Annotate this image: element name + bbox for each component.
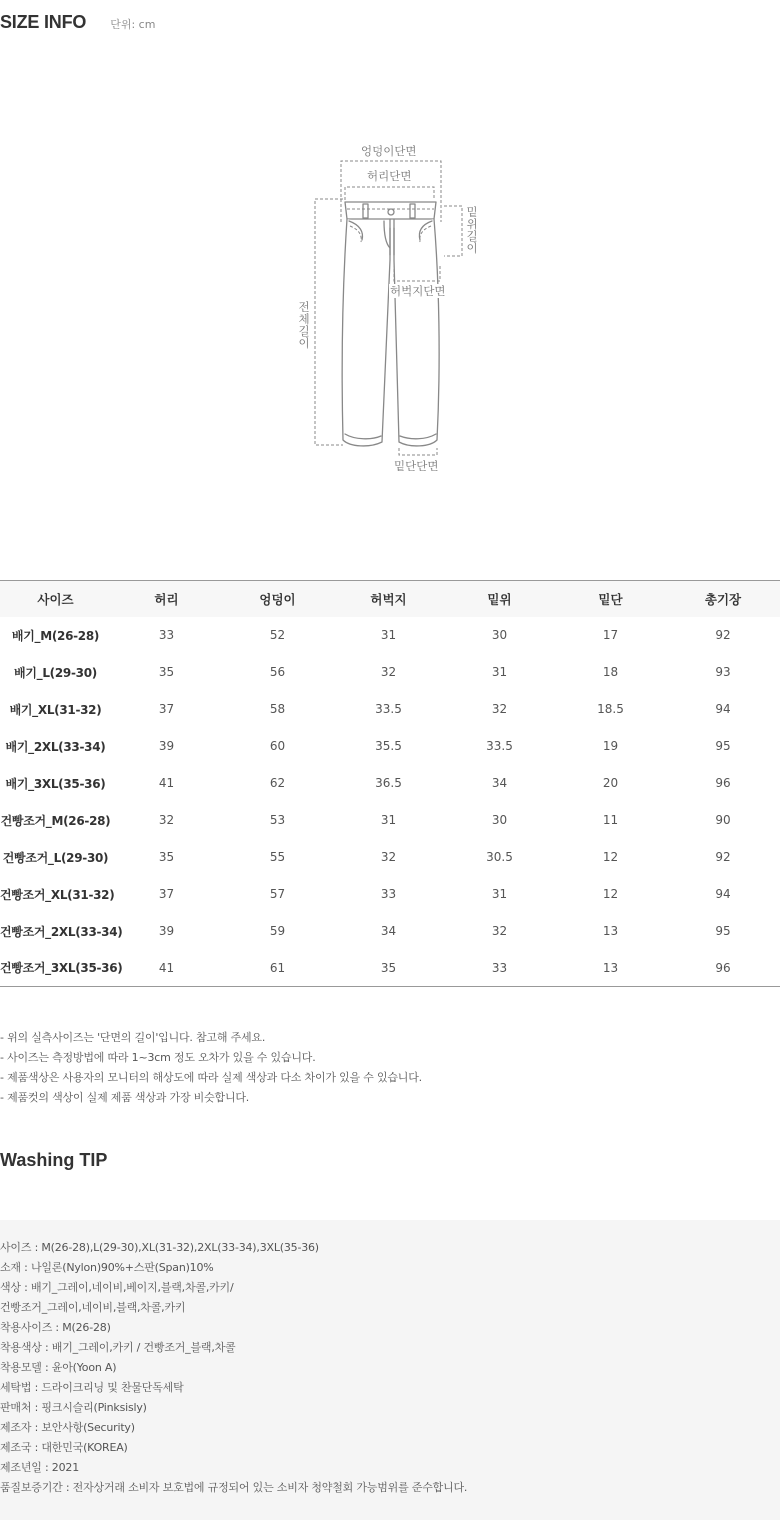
total-length-label: 전체길이 [298, 300, 310, 350]
table-cell: 35.5 [375, 739, 402, 753]
table-cell: 33.5 [486, 739, 513, 753]
table-cell: 56 [269, 665, 286, 679]
header-size: 사이즈 [0, 581, 111, 617]
size-table [0, 580, 780, 987]
washing-tip-title: Washing TIP [0, 1150, 108, 1170]
table-cell: 건빵조거_M(26-28) [0, 813, 111, 828]
info-line: 착용색상 : 배기_그레이,카키 / 건빵조거_블랙,차콜 [0, 1341, 236, 1354]
table-cell: 31 [491, 887, 508, 901]
header-waist: 허리 [111, 581, 222, 617]
note-line: - 위의 실측사이즈는 '단면의 길이'입니다. 참고해 주세요. [0, 1031, 266, 1044]
table-cell: 건빵조거_3XL(35-36) [0, 961, 123, 976]
table-cell: 12 [602, 887, 619, 901]
table-cell: 배기_L(29-30) [14, 665, 97, 680]
table-cell: 92 [715, 628, 731, 642]
table-cell: 17 [602, 628, 619, 642]
table-cell: 30.5 [486, 850, 513, 864]
waist-label: 허리단면 [367, 169, 412, 183]
table-row [0, 913, 780, 950]
table-cell: 60 [269, 739, 286, 753]
table-cell: 34 [380, 924, 397, 938]
table-cell: 95 [715, 739, 731, 753]
header-hem: 밑단 [555, 581, 666, 617]
table-cell: 35 [380, 960, 397, 975]
table-cell: 배기_XL(31-32) [9, 702, 102, 717]
table-cell: 19 [602, 739, 619, 753]
table-cell: 57 [269, 887, 286, 901]
table-cell: 94 [715, 702, 731, 716]
pants-illustration [0, 60, 780, 540]
info-line: 착용모델 : 윤아(Yoon A) [0, 1361, 117, 1374]
table-row [0, 691, 780, 728]
table-cell: 32 [491, 702, 508, 716]
product-info-block [0, 1220, 780, 1520]
table-cell: 39 [158, 739, 175, 753]
table-cell: 37 [158, 702, 175, 716]
info-line: 소재 : 나일론(Nylon)90%+스판(Span)10% [0, 1261, 214, 1274]
table-cell: 배기_3XL(35-36) [5, 776, 106, 791]
table-cell: 94 [715, 887, 731, 901]
table-cell: 93 [715, 665, 731, 679]
table-row [0, 802, 780, 839]
table-cell: 95 [715, 924, 731, 938]
info-line: 착용사이즈 : M(26-28) [0, 1321, 111, 1334]
table-cell: 13 [602, 924, 619, 938]
table-cell: 32 [491, 924, 508, 938]
table-cell: 31 [380, 813, 397, 827]
measurement-diagram [0, 60, 780, 540]
table-cell: 33 [491, 960, 508, 975]
table-cell: 33 [380, 887, 397, 901]
table-cell: 96 [715, 960, 731, 975]
table-cell: 55 [269, 850, 286, 864]
size-info-title: SIZE INFO [0, 12, 87, 32]
note-line: - 제품컷의 색상이 실제 제품 색상과 가장 비슷합니다. [0, 1091, 250, 1104]
table-cell: 32 [158, 813, 175, 827]
info-line: 사이즈 : M(26-28),L(29-30),XL(31-32),2XL(33-34),3XL(35-36) [0, 1241, 319, 1254]
table-header-row [0, 581, 780, 617]
table-row [0, 728, 780, 765]
rise-label: 밑위길이 [466, 205, 478, 255]
table-cell: 11 [602, 813, 619, 827]
table-cell: 36.5 [375, 776, 402, 790]
hem-label: 밑단단면 [394, 459, 439, 473]
table-cell: 39 [158, 924, 175, 938]
info-line: 품질보증기간 : 전자상거래 소비자 보호법에 규정되어 있는 소비자 청약철회 가능범위를 준수합니다. [0, 1481, 468, 1494]
info-line: 건빵조거_그레이,네이비,블랙,차콜,카키 [0, 1301, 186, 1314]
table-cell: 건빵조거_L(29-30) [2, 850, 109, 865]
info-line: 색상 : 배기_그레이,네이비,베이지,블랙,차콜,카키/ [0, 1281, 234, 1294]
info-line: 판매처 : 핑크시슬리(Pinksisly) [0, 1401, 147, 1414]
table-cell: 31 [380, 628, 397, 642]
table-cell: 35 [158, 850, 175, 864]
size-info-header [0, 12, 155, 36]
table-row [0, 617, 780, 654]
table-row [0, 876, 780, 913]
header-total-length: 총기장 [666, 581, 780, 617]
table-cell: 12 [602, 850, 619, 864]
table-cell: 20 [602, 776, 619, 790]
table-cell: 32 [380, 665, 397, 679]
table-cell: 90 [715, 813, 731, 827]
table-cell: 31 [491, 665, 508, 679]
table-cell: 배기_M(26-28) [11, 628, 100, 643]
table-cell: 13 [602, 960, 619, 975]
table-cell: 33 [158, 628, 175, 642]
table-cell: 32 [380, 850, 397, 864]
hip-label: 엉덩이단면 [361, 144, 417, 158]
thigh-label: 허벅지단면 [390, 284, 446, 298]
table-row [0, 839, 780, 876]
header-rise: 밑위 [444, 581, 555, 617]
table-cell: 건빵조거_2XL(33-34) [0, 924, 123, 939]
table-cell: 건빵조거_XL(31-32) [0, 887, 115, 902]
table-cell: 41 [158, 776, 175, 790]
table-cell: 62 [269, 776, 286, 790]
info-line: 제조년일 : 2021 [0, 1461, 79, 1474]
note-line: - 제품색상은 사용자의 모니터의 해상도에 따라 실제 색상과 다소 차이가 있을 수 있습니다. [0, 1071, 422, 1084]
table-cell: 30 [491, 628, 508, 642]
header-hip: 엉덩이 [222, 581, 333, 617]
table-cell: 52 [269, 628, 286, 642]
table-cell: 92 [715, 850, 731, 864]
table-cell: 18 [602, 665, 619, 679]
table-cell: 61 [269, 960, 286, 975]
info-line: 세탁법 : 드라이크리닝 및 찬물단독세탁 [0, 1381, 184, 1394]
table-cell: 53 [269, 813, 286, 827]
table-cell: 58 [269, 702, 286, 716]
table-cell: 59 [269, 924, 286, 938]
table-cell: 배기_2XL(33-34) [5, 739, 106, 754]
size-notes [0, 1028, 780, 1108]
table-row [0, 654, 780, 691]
table-cell: 41 [158, 960, 175, 975]
table-cell: 18.5 [597, 702, 624, 716]
table-cell: 34 [491, 776, 508, 790]
table-row [0, 950, 780, 987]
note-line: - 사이즈는 측정방법에 따라 1~3cm 정도 오차가 있을 수 있습니다. [0, 1051, 316, 1064]
table-cell: 37 [158, 887, 175, 901]
table-row [0, 765, 780, 802]
table-cell: 30 [491, 813, 508, 827]
table-cell: 35 [158, 665, 175, 679]
unit-label: 단위: cm [110, 18, 156, 31]
table-cell: 33.5 [375, 702, 402, 716]
info-line: 제조국 : 대한민국(KOREA) [0, 1441, 128, 1454]
header-thigh: 허벅지 [333, 581, 444, 617]
info-line: 제조자 : 보안사항(Security) [0, 1421, 135, 1434]
table-cell: 96 [715, 776, 731, 790]
